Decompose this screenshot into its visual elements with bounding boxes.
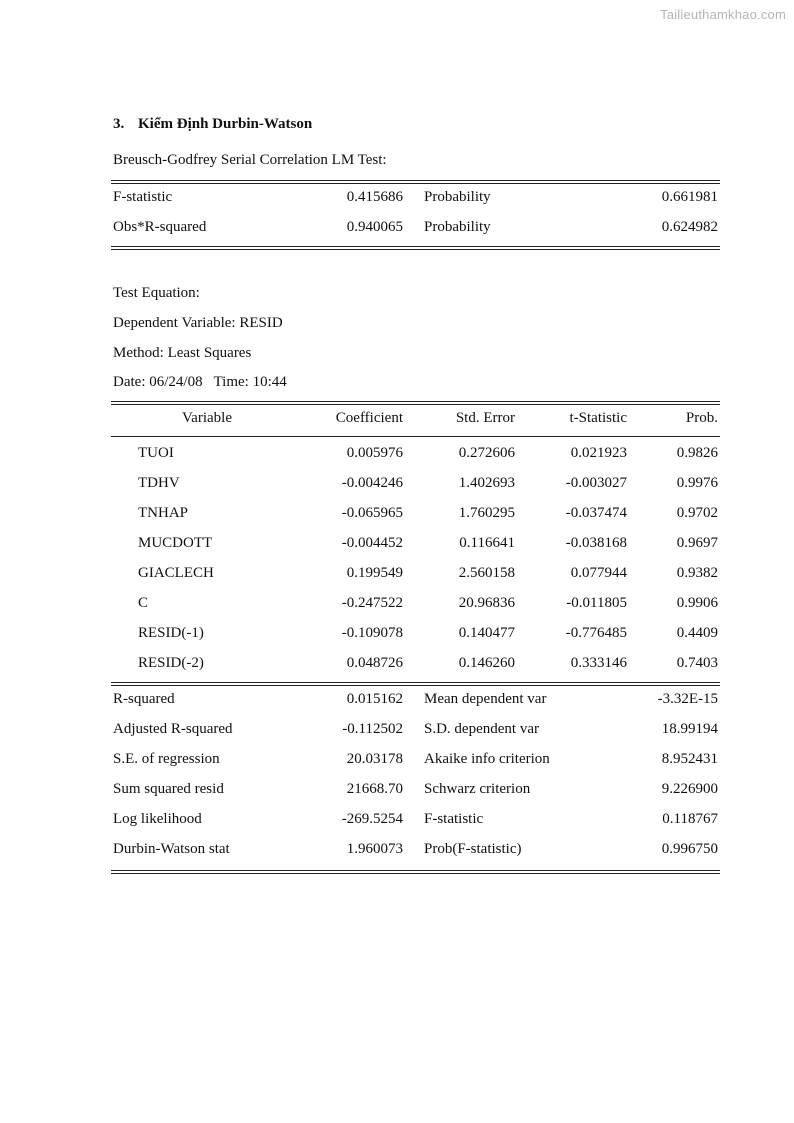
stat-value: 0.996750 [661,841,718,857]
cell-std-error: 1.402693 [458,475,515,491]
cell-std-error: 1.760295 [458,505,515,521]
cell-coefficient: 0.048726 [346,655,403,671]
cell-std-error: 0.146260 [458,655,515,671]
cell-variable: RESID(-2) [138,655,204,671]
cell-t-statistic: 0.021923 [570,445,627,461]
cell-std-error: 0.140477 [458,625,515,641]
lm-prob-label: Probability [424,219,491,235]
lm-label: Obs*R-squared [113,219,207,235]
stat-value: -269.5254 [341,811,403,827]
stat-value: 18.99194 [661,721,718,737]
stat-value: 8.952431 [661,751,718,767]
header-t-statistic: t-Statistic [569,410,627,426]
stat-value: 0.015162 [346,691,403,707]
stat-value: 21668.70 [346,781,403,797]
table-row [0,565,794,595]
stat-label: Sum squared resid [113,781,224,797]
stats-row [0,811,794,841]
cell-std-error: 2.560158 [458,565,515,581]
lm-prob: 0.624982 [661,219,718,235]
header-prob: Prob. [685,410,718,426]
stat-label: S.E. of regression [113,751,220,767]
lm-label: F-statistic [113,189,173,205]
cell-t-statistic: 0.077944 [570,565,627,581]
cell-std-error: 20.96836 [458,595,515,611]
stat-label: Adjusted R-squared [113,721,233,737]
table-row [0,625,794,655]
stats-row [0,751,794,781]
cell-variable: TDHV [138,475,180,491]
stat-value: 20.03178 [346,751,403,767]
cell-prob: 0.9702 [676,505,718,521]
cell-prob: 0.9826 [676,445,718,461]
cell-t-statistic: -0.037474 [565,505,627,521]
cell-t-statistic: -0.003027 [565,475,627,491]
lm-value: 0.415686 [346,189,403,205]
stats-row [0,691,794,721]
cell-t-statistic: -0.776485 [565,625,627,641]
cell-variable: RESID(-1) [138,625,204,641]
cell-prob: 0.9906 [676,595,718,611]
stat-label: S.D. dependent var [424,721,539,737]
section-title: Kiểm Định Durbin-Watson [138,116,313,132]
stat-label: R-squared [113,691,175,707]
dependent-variable: Dependent Variable: RESID [113,315,283,331]
cell-t-statistic: 0.333146 [570,655,627,671]
test-title: Breusch-Godfrey Serial Correlation LM Test: [113,152,387,168]
stat-label: Log likelihood [113,811,202,827]
table-rule [111,682,720,686]
cell-coefficient: -0.065965 [341,505,403,521]
stat-value: 0.118767 [662,811,718,827]
header-variable: Variable [182,410,232,426]
header-coefficient: Coefficient [335,410,403,426]
lm-prob-label: Probability [424,189,491,205]
cell-variable: C [138,595,149,611]
table-row [0,655,794,685]
stat-label: F-statistic [424,811,484,827]
stats-row [0,721,794,751]
cell-variable: TNHAP [138,505,189,521]
cell-variable: MUCDOTT [138,535,213,551]
lm-value: 0.940065 [346,219,403,235]
cell-variable: TUOI [138,445,174,461]
cell-coefficient: -0.004452 [341,535,403,551]
stats-row [0,781,794,811]
table-row [0,595,794,625]
stat-value: 9.226900 [661,781,718,797]
stat-label: Schwarz criterion [424,781,531,797]
cell-t-statistic: -0.011805 [566,595,627,611]
stat-label: Durbin-Watson stat [113,841,230,857]
cell-coefficient: -0.247522 [341,595,403,611]
table-row [0,445,794,475]
table-row [0,535,794,565]
stat-label: Akaike info criterion [424,751,550,767]
cell-prob: 0.7403 [676,655,718,671]
stat-value: -3.32E-15 [657,691,718,707]
section-number: 3. [113,116,125,132]
cell-t-statistic: -0.038168 [565,535,627,551]
lm-row [0,189,794,219]
cell-coefficient: 0.199549 [346,565,403,581]
table-row [0,505,794,535]
section-heading [113,116,312,133]
cell-prob: 0.9382 [676,565,718,581]
stats-row [0,841,794,871]
method: Method: Least Squares [113,345,252,361]
test-equation-label: Test Equation: [113,285,200,301]
cell-prob: 0.4409 [676,625,718,641]
table-rule [111,180,720,184]
cell-coefficient: 0.005976 [346,445,403,461]
table-rule [111,246,720,250]
cell-std-error: 0.272606 [458,445,515,461]
cell-coefficient: -0.004246 [341,475,403,491]
cell-coefficient: -0.109078 [341,625,403,641]
stat-value: 1.960073 [346,841,403,857]
table-rule [111,436,720,437]
table-rule [111,401,720,405]
lm-prob: 0.661981 [661,189,718,205]
stat-value: -0.112502 [342,721,403,737]
stat-label: Mean dependent var [424,691,547,707]
lm-row [0,219,794,249]
watermark: Tailieuthamkhao.com [660,7,786,22]
cell-prob: 0.9697 [676,535,718,551]
cell-std-error: 0.116641 [459,535,515,551]
cell-prob: 0.9976 [676,475,718,491]
table-rule [111,870,720,874]
table-row [0,475,794,505]
stat-label: Prob(F-statistic) [424,841,522,857]
cell-variable: GIACLECH [138,565,214,581]
header-std-error: Std. Error [455,410,515,426]
date-time: Date: 06/24/08 Time: 10:44 [113,374,287,390]
